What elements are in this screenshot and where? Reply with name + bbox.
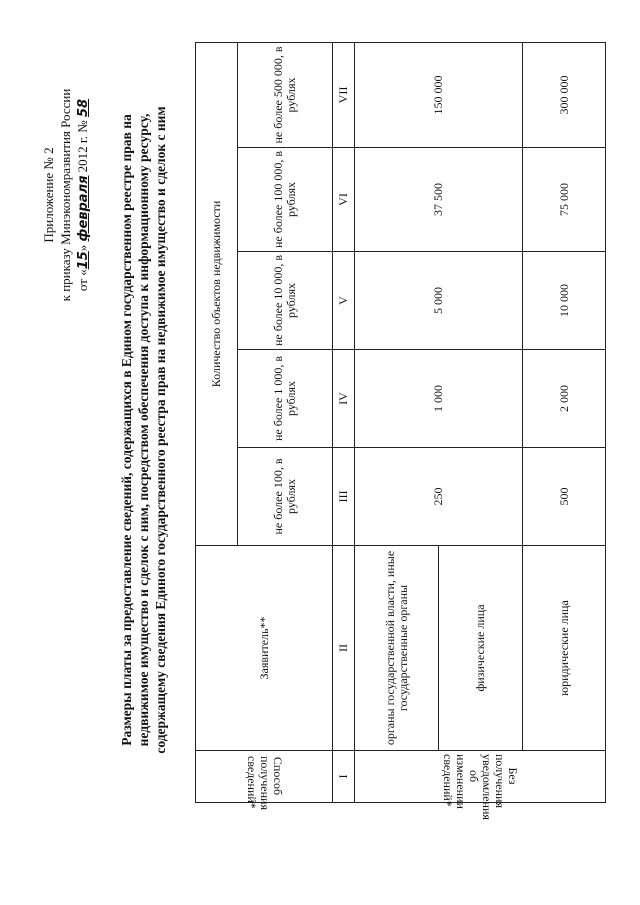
roman-cell: I <box>333 751 355 803</box>
quantity-header: не более 100 000, в рублях <box>238 148 333 252</box>
value-cell: 10 000 <box>523 252 606 350</box>
applicant-cell: физические лица <box>439 546 523 751</box>
document-header <box>40 45 92 345</box>
method-value: Без получения уведомления об изменении сведений* <box>355 751 606 803</box>
value-cell: 300 000 <box>523 42 606 147</box>
date-day: 15 <box>76 251 91 270</box>
applicant-cell: юридические лица <box>523 546 606 751</box>
order-date-line: от «15» февраля 2012 г. № 58 <box>75 98 91 292</box>
roman-cell: VII <box>333 42 355 147</box>
date-month: февраля <box>76 175 91 242</box>
header-quantity: Количество объектов недвижимости <box>196 42 238 545</box>
quantity-header: не более 100, в рублях <box>238 448 333 546</box>
header-method: Способ получения сведений* <box>196 751 333 803</box>
quantity-header: не более 10 000, в рублях <box>238 252 333 350</box>
quantity-header: не более 1 000, в рублях <box>238 350 333 448</box>
value-cell: 1 000 <box>355 350 523 448</box>
document-title: Размеры платы за предоставление сведений, содержащихся в Едином государственном реестре прав на недвижимое имущество и сделок с ним, посредством обеспечения доступа к информационному ресурсу, содержащему сведения Единого государственного реестра прав на недвижимое имущество и сделок с ним <box>119 106 168 754</box>
roman-cell: VI <box>333 148 355 252</box>
value-cell: 150 000 <box>355 42 523 147</box>
fee-table <box>195 42 606 821</box>
applicant-cell: органы государственной власти, иные государственные органы <box>355 546 439 751</box>
value-cell: 2 000 <box>523 350 606 448</box>
header-applicant: Заявитель** <box>196 546 333 751</box>
value-cell: 37 500 <box>355 148 523 252</box>
value-cell: 500 <box>523 448 606 546</box>
roman-cell: III <box>333 448 355 546</box>
value-cell: 250 <box>355 448 523 546</box>
value-cell: 75 000 <box>523 148 606 252</box>
roman-cell: IV <box>333 350 355 448</box>
roman-cell: V <box>333 252 355 350</box>
order-number: 58 <box>76 98 91 118</box>
order-reference: к приказу Минэкономразвития России <box>58 88 73 302</box>
quantity-header: не более 500 000, в рублях <box>238 42 333 147</box>
value-cell: 5 000 <box>355 252 523 350</box>
roman-cell: II <box>333 546 355 751</box>
appendix-number: Приложение № 2 <box>41 147 56 243</box>
